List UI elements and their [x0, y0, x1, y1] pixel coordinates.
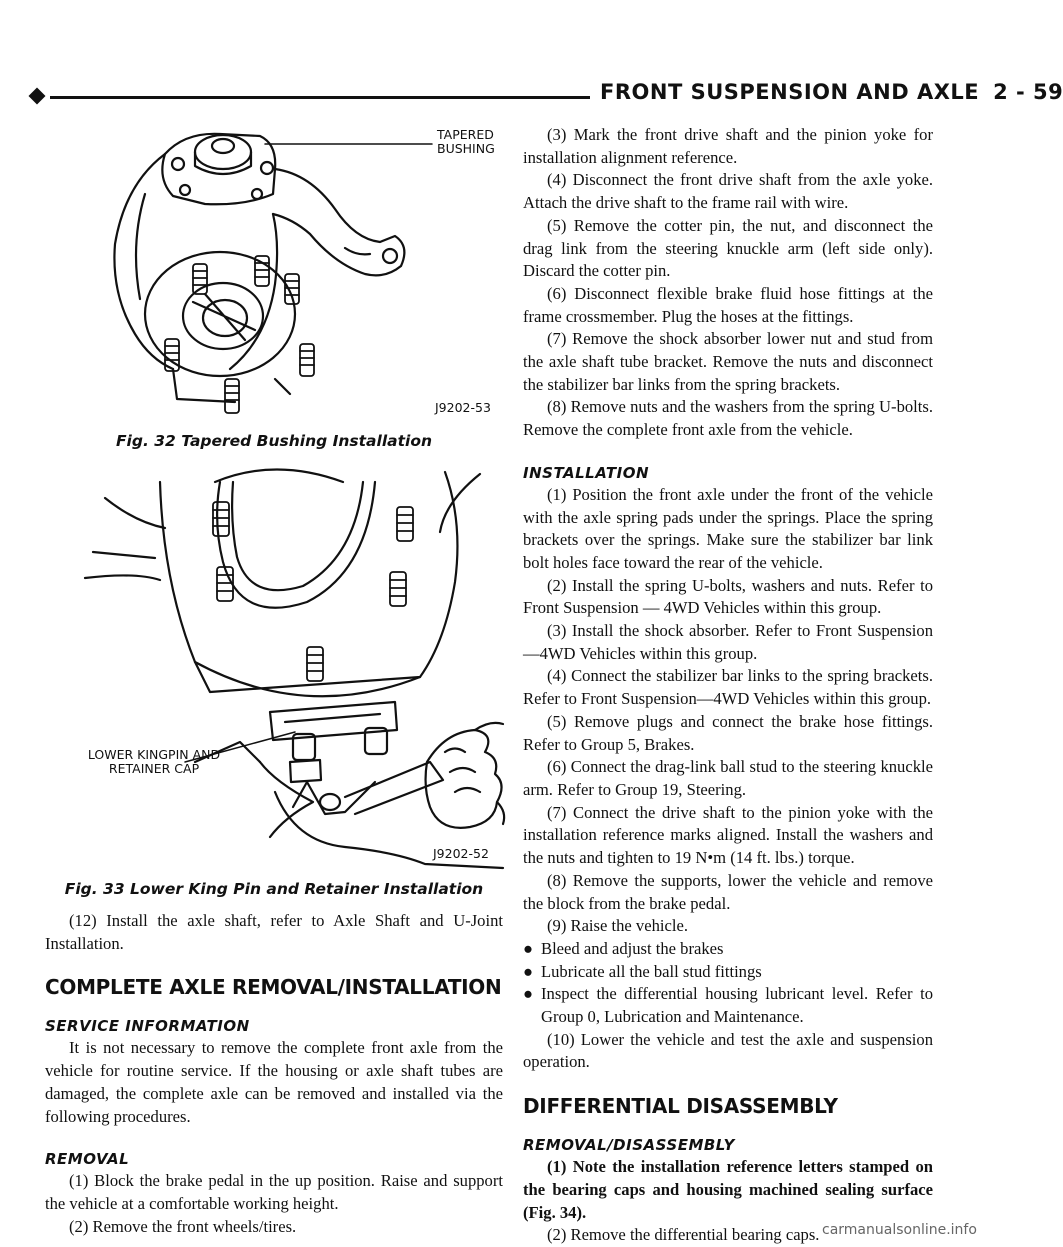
removal-step-3: (3) Mark the front drive shaft and the pinion yoke for installation alignment reference.	[523, 125, 933, 167]
install-step-8: (8) Remove the supports, lower the vehicle and remove the block from the brake pedal.	[523, 870, 933, 913]
page-number: 2 - 59	[993, 80, 1063, 104]
page-header	[600, 80, 1063, 104]
right-column	[523, 124, 933, 1247]
page-title: FRONT SUSPENSION AND AXLE	[600, 80, 980, 104]
install-step-7: (7) Connect the drive shaft to the pinion yoke with the installation reference marks aligned. Install the washers and the nuts and tighten to 19 N•m (14 ft. lbs.) torque.	[523, 802, 933, 868]
differential-disassembly-section-title: DIFFERENTIAL DISASSEMBLY	[523, 1094, 838, 1119]
steering-knuckle-illustration	[45, 124, 503, 424]
bullet-icon: ●	[523, 961, 534, 981]
install-step-10: (10) Lower the vehicle and test the axle and suspension operation.	[523, 1029, 933, 1072]
removal-step-7: (7) Remove the shock absorber lower nut and stud from the axle shaft tube bracket. Remove the nuts and disconnect the stabilizer bar links from the spring brackets.	[523, 329, 933, 394]
install-step-6: (6) Connect the drag-link ball stud to the steering knuckle arm. Refer to Group 19, Steering.	[523, 757, 933, 799]
bullet-item	[523, 938, 933, 961]
bullet-item	[523, 961, 933, 984]
install-step-2: (2) Install the spring U-bolts, washers and nuts. Refer to Front Suspension — 4WD Vehicles within this group.	[523, 575, 933, 618]
disassembly-step-1: (1) Note the installation reference letters stamped on the bearing caps and housing machined sealing surface (Fig. 34).	[523, 1157, 933, 1222]
removal-step-6: (6) Disconnect flexible brake fluid hose fittings at the frame crossmember. Plug the hoses at the fittings.	[523, 283, 933, 326]
figure-33-code: J9202-52	[433, 846, 489, 861]
install-step-4: (4) Connect the stabilizer bar links to the spring brackets. Refer to Front Suspension—4WD Vehicles within this group.	[523, 666, 933, 709]
bullet-item	[523, 983, 933, 1028]
bullet-icon: ●	[523, 938, 534, 958]
removal-step-5: (5) Remove the cotter pin, the nut, and disconnect the drag link from the steering knuckle arm (left side only). Discard the cotter pin.	[523, 215, 933, 281]
removal-step-1: (1) Block the brake pedal in the up position. Raise and support the vehicle at a comfortable working height.	[45, 1171, 503, 1213]
install-step-9: (9) Raise the vehicle.	[547, 916, 688, 936]
service-information-heading: SERVICE INFORMATION	[45, 1017, 250, 1036]
header-diamond-icon	[29, 88, 46, 105]
header-rule	[50, 96, 590, 99]
complete-axle-section-title: COMPLETE AXLE REMOVAL/INSTALLATION	[45, 975, 502, 1000]
bullet-icon: ●	[523, 984, 534, 1004]
left-column	[45, 124, 503, 1238]
removal-disassembly-heading: REMOVAL/DISASSEMBLY	[523, 1136, 735, 1155]
disassembly-step-2: (2) Remove the differential bearing caps.	[547, 1225, 820, 1245]
removal-step-2: (2) Remove the front wheels/tires.	[69, 1216, 297, 1236]
installation-heading: INSTALLATION	[523, 463, 650, 482]
removal-step-4: (4) Disconnect the front drive shaft from the axle yoke. Attach the drive shaft to the frame rail with wire.	[523, 170, 933, 213]
removal-step-8: (8) Remove nuts and the washers from the spring U-bolts. Remove the complete front axle from the vehicle.	[523, 397, 933, 440]
figure-33-caption: Fig. 33 Lower King Pin and Retainer Installation	[64, 880, 484, 898]
lower-kingpin-label: LOWER KINGPIN AND RETAINER CAP	[87, 747, 221, 776]
service-information-text: It is not necessary to remove the complete front axle from the vehicle for routine service. If the housing or axle shaft tubes are damaged, the complete axle can be removed and installed via the following procedures.	[45, 1038, 503, 1126]
kingpin-installation-illustration	[45, 462, 503, 872]
install-step-5: (5) Remove plugs and connect the brake hose fittings. Refer to Group 5, Brakes.	[523, 711, 933, 754]
install-step-1: (1) Position the front axle under the front of the vehicle with the axle spring pads under the springs. Place the spring brackets over the springs. Make sure the stabilizer bar link bolt holes face toward the rear of the vehicle.	[523, 484, 933, 572]
install-step-3: (3) Install the shock absorber. Refer to Front Suspension—4WD Vehicles within this group.	[523, 621, 933, 663]
figure-33	[45, 462, 503, 872]
figure-32-code: J9202-53	[435, 400, 491, 415]
figure-32	[45, 124, 503, 424]
bullet-text: Lubricate all the ball stud fittings	[541, 961, 762, 981]
bullet-text: Bleed and adjust the brakes	[541, 938, 724, 958]
removal-heading: REMOVAL	[45, 1150, 130, 1169]
bullet-text: Inspect the differential housing lubricant level. Refer to Group 0, Lubrication and Maintenance.	[541, 984, 933, 1027]
tapered-bushing-label: TAPERED BUSHING	[437, 127, 495, 156]
figure-32-caption: Fig. 32 Tapered Bushing Installation	[115, 432, 433, 450]
footer-watermark: carmanualsonline.info	[822, 1222, 977, 1238]
install-step-12: (12) Install the axle shaft, refer to Axle Shaft and U-Joint Installation.	[45, 911, 503, 953]
